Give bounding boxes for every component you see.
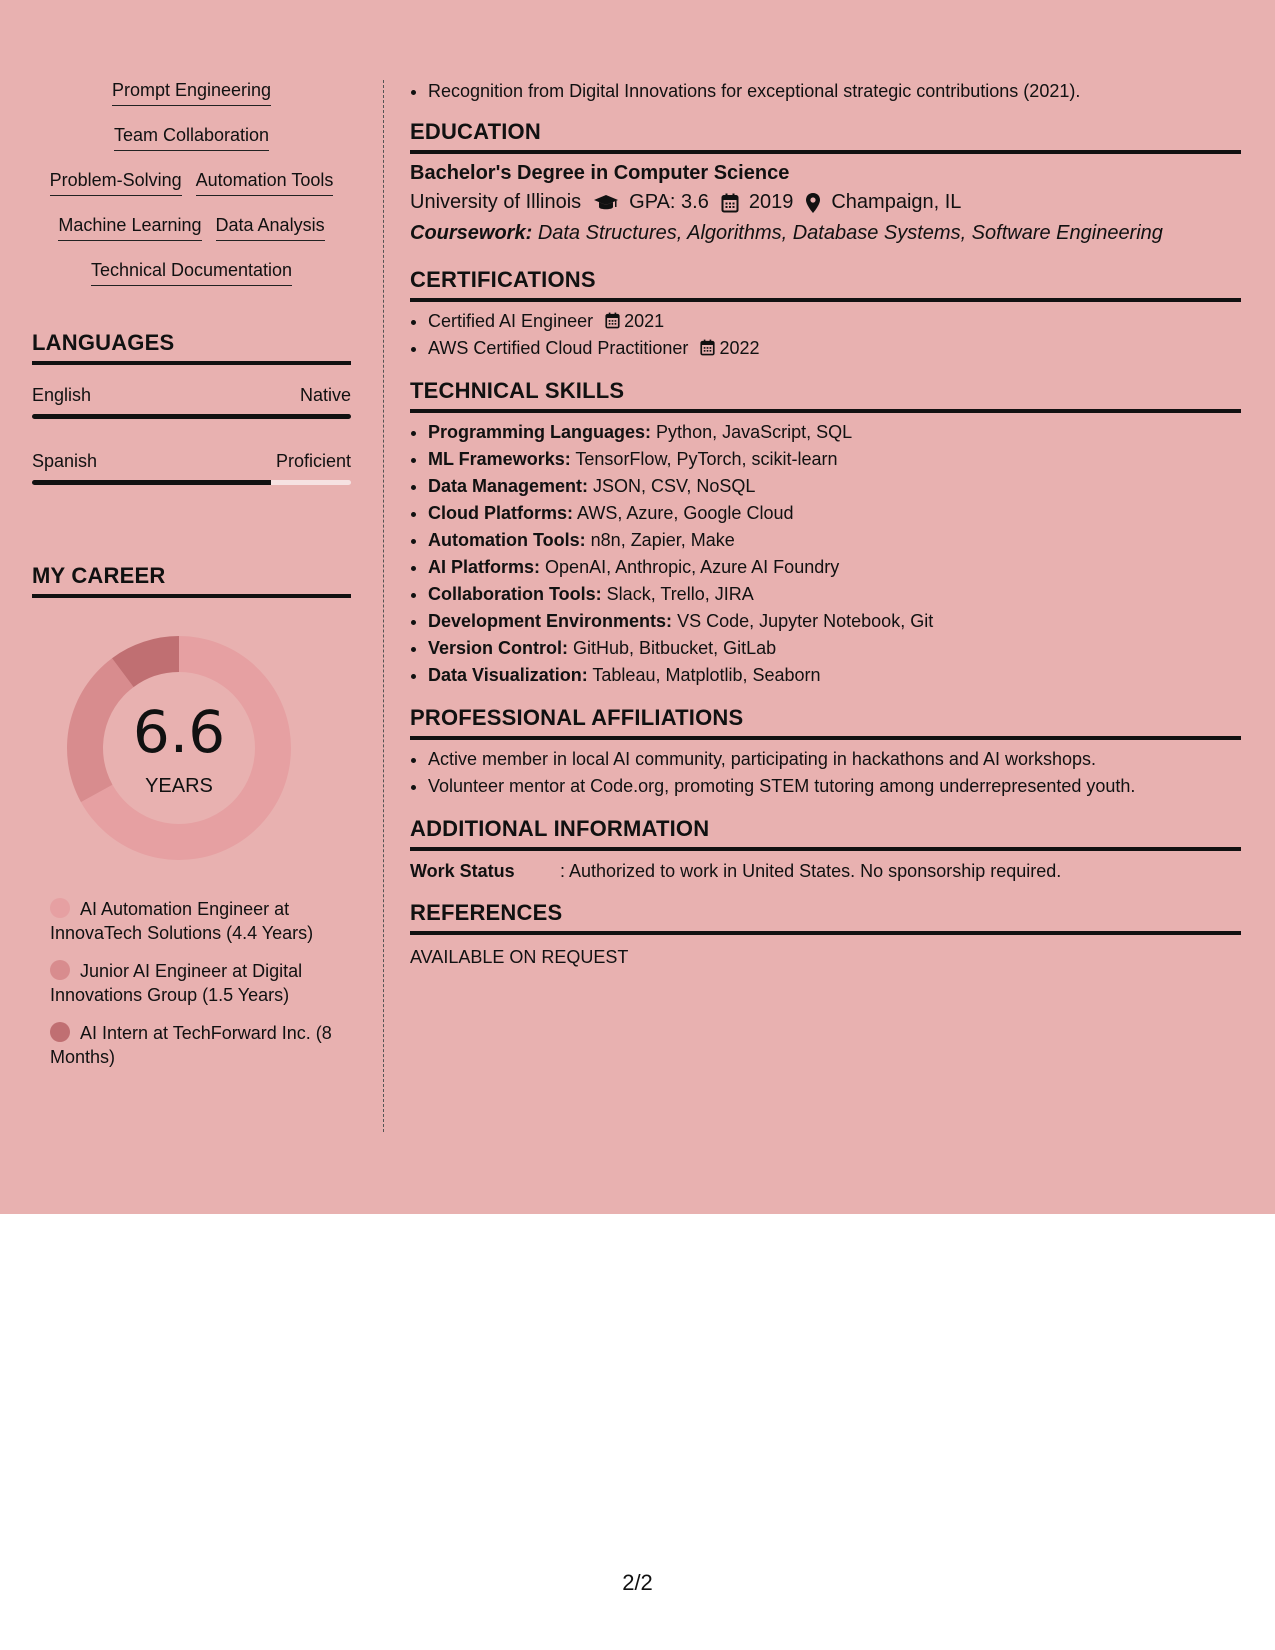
technical-skill-item <box>428 635 1241 662</box>
career-legend-label: AI Intern at TechForward Inc. (8 Months) <box>50 1023 332 1067</box>
education-coursework <box>410 222 1241 245</box>
legend-dot <box>50 898 70 918</box>
language-item <box>32 451 351 485</box>
skill-row <box>32 125 351 153</box>
skill-row <box>32 170 351 198</box>
work-status-row <box>410 861 1241 882</box>
work-status-label: Work Status <box>410 861 515 881</box>
legend-dot <box>50 960 70 980</box>
education-section <box>410 119 1241 245</box>
technical-skill-label: Data Visualization: <box>428 665 588 685</box>
career-donut-slice <box>67 658 134 802</box>
references-text: AVAILABLE ON REQUEST <box>410 947 629 967</box>
certification-year: 2022 <box>719 338 760 358</box>
technical-skill-item <box>428 419 1241 446</box>
career-donut-chart <box>32 598 351 868</box>
technical-skill-label: Collaboration Tools: <box>428 584 602 604</box>
languages-list <box>32 385 351 485</box>
language-level: Native <box>299 385 351 405</box>
skill-tag: Data Analysis <box>216 215 325 241</box>
skill-row <box>32 80 351 108</box>
technical-skill-value: AWS, Azure, Google Cloud <box>577 503 794 523</box>
skill-row <box>32 260 351 288</box>
language-name: English <box>32 385 92 405</box>
skill-tag: Team Collaboration <box>114 125 269 151</box>
language-level: Proficient <box>275 451 351 471</box>
technical-skill-value: VS Code, Jupyter Notebook, Git <box>677 611 934 631</box>
left-column <box>32 80 351 1083</box>
technical-skill-label: Data Management: <box>428 476 589 496</box>
technical-skill-label: Automation Tools: <box>428 530 586 550</box>
technical-skills-heading: TECHNICAL SKILLS <box>410 378 1241 413</box>
technical-skill-item <box>428 446 1241 473</box>
legend-dot <box>50 1022 70 1042</box>
technical-skill-item <box>428 554 1241 581</box>
education-heading: EDUCATION <box>410 119 1241 154</box>
certification-name: Certified AI Engineer <box>428 311 594 331</box>
technical-skill-value: OpenAI, Anthropic, Azure AI Foundry <box>545 557 840 577</box>
education-year: 2019 <box>748 191 794 213</box>
skill-tag: Machine Learning <box>58 215 201 241</box>
career-heading: MY CAREER <box>32 563 351 598</box>
technical-skill-label: Programming Languages: <box>428 422 652 442</box>
career-legend-label: Junior AI Engineer at Digital Innovations Group (1.5 Years) <box>50 961 303 1005</box>
language-proficiency-fill <box>32 480 271 485</box>
education-location: Champaign, IL <box>831 191 962 213</box>
calendar-icon <box>721 193 739 213</box>
education-school: University of Illinois <box>410 191 582 213</box>
certifications-list <box>410 308 1241 362</box>
references-section <box>410 900 1241 968</box>
career-legend-item <box>50 959 351 1007</box>
education-gpa: GPA: 3.6 <box>629 191 709 213</box>
technical-skill-value: GitHub, Bitbucket, GitLab <box>573 638 777 658</box>
languages-section <box>32 330 351 485</box>
certification-year: 2021 <box>624 311 665 331</box>
technical-skills-list <box>410 419 1241 689</box>
certification-item <box>428 308 1241 335</box>
location-pin-icon <box>805 192 821 214</box>
language-proficiency-bar <box>32 414 351 419</box>
affiliation-item: • Volunteer mentor at Code.org, promoting STEM tutoring among underrepresented youth. <box>428 773 1241 800</box>
affiliations-list <box>410 746 1241 800</box>
certification-name: AWS Certified Cloud Practitioner <box>428 338 689 358</box>
references-heading: REFERENCES <box>410 900 1241 935</box>
language-row <box>32 451 351 472</box>
certification-item <box>428 335 1241 362</box>
skill-tag: Technical Documentation <box>91 260 292 286</box>
certifications-heading: CERTIFICATIONS <box>410 267 1241 302</box>
technical-skill-item <box>428 527 1241 554</box>
skill-tag: Prompt Engineering <box>112 80 271 106</box>
achievement-item: • Recognition from Digital Innovations for exceptional strategic contributions (2021). <box>428 78 1241 105</box>
calendar-icon <box>700 339 715 356</box>
technical-skill-label: ML Frameworks: <box>428 449 571 469</box>
language-row <box>32 385 351 406</box>
certifications-section <box>410 267 1241 362</box>
page-number: 2/2 <box>622 1570 653 1595</box>
technical-skills-section <box>410 378 1241 689</box>
skill-tag: Automation Tools <box>196 170 334 196</box>
technical-skill-value: JSON, CSV, NoSQL <box>593 476 756 496</box>
affiliations-section <box>410 705 1241 800</box>
technical-skill-item <box>428 473 1241 500</box>
skill-row <box>32 215 351 243</box>
additional-info-heading: ADDITIONAL INFORMATION <box>410 816 1241 851</box>
technical-skill-item <box>428 581 1241 608</box>
work-status-value: : Authorized to work in United States. No sponsorship required. <box>560 861 1062 881</box>
technical-skill-value: n8n, Zapier, Make <box>590 530 735 550</box>
technical-skill-item <box>428 662 1241 689</box>
technical-skill-value: Tableau, Matplotlib, Seaborn <box>592 665 821 685</box>
technical-skill-value: Slack, Trello, JIRA <box>606 584 754 604</box>
languages-heading: LANGUAGES <box>32 330 351 365</box>
technical-skill-label: Cloud Platforms: <box>428 503 574 523</box>
career-total-unit: YEARS <box>145 775 213 797</box>
coursework-label: Coursework: <box>410 222 533 244</box>
affiliation-item: • Active member in local AI community, participating in hackathons and AI workshops. <box>428 746 1241 773</box>
language-proficiency-fill <box>32 414 351 419</box>
achievements-list <box>410 78 1241 105</box>
language-proficiency-bar <box>32 480 351 485</box>
technical-skill-value: TensorFlow, PyTorch, scikit-learn <box>575 449 838 469</box>
skills-list <box>32 80 351 288</box>
career-legend <box>32 897 351 1069</box>
right-column <box>410 78 1241 968</box>
graduation-cap-icon <box>593 194 619 212</box>
calendar-icon <box>605 312 620 329</box>
additional-info-section <box>410 816 1241 882</box>
education-details <box>410 191 1241 214</box>
career-total-value: 6.6 <box>132 698 226 766</box>
career-legend-item <box>50 1021 351 1069</box>
career-section <box>32 563 351 1069</box>
language-item <box>32 385 351 419</box>
technical-skill-label: Version Control: <box>428 638 569 658</box>
education-degree: Bachelor's Degree in Computer Science <box>410 162 790 184</box>
technical-skill-label: Development Environments: <box>428 611 673 631</box>
technical-skill-value: Python, JavaScript, SQL <box>656 422 853 442</box>
coursework-text: Data Structures, Algorithms, Database Systems, Software Engineering <box>537 222 1163 244</box>
technical-skill-label: AI Platforms: <box>428 557 541 577</box>
column-divider <box>383 80 384 1132</box>
language-name: Spanish <box>32 451 98 471</box>
technical-skill-item <box>428 500 1241 527</box>
technical-skill-item <box>428 608 1241 635</box>
affiliations-heading: PROFESSIONAL AFFILIATIONS <box>410 705 1241 740</box>
career-legend-label: AI Automation Engineer at InnovaTech Solutions (4.4 Years) <box>50 899 314 943</box>
skill-tag: Problem-Solving <box>50 170 182 196</box>
career-legend-item <box>50 897 351 945</box>
